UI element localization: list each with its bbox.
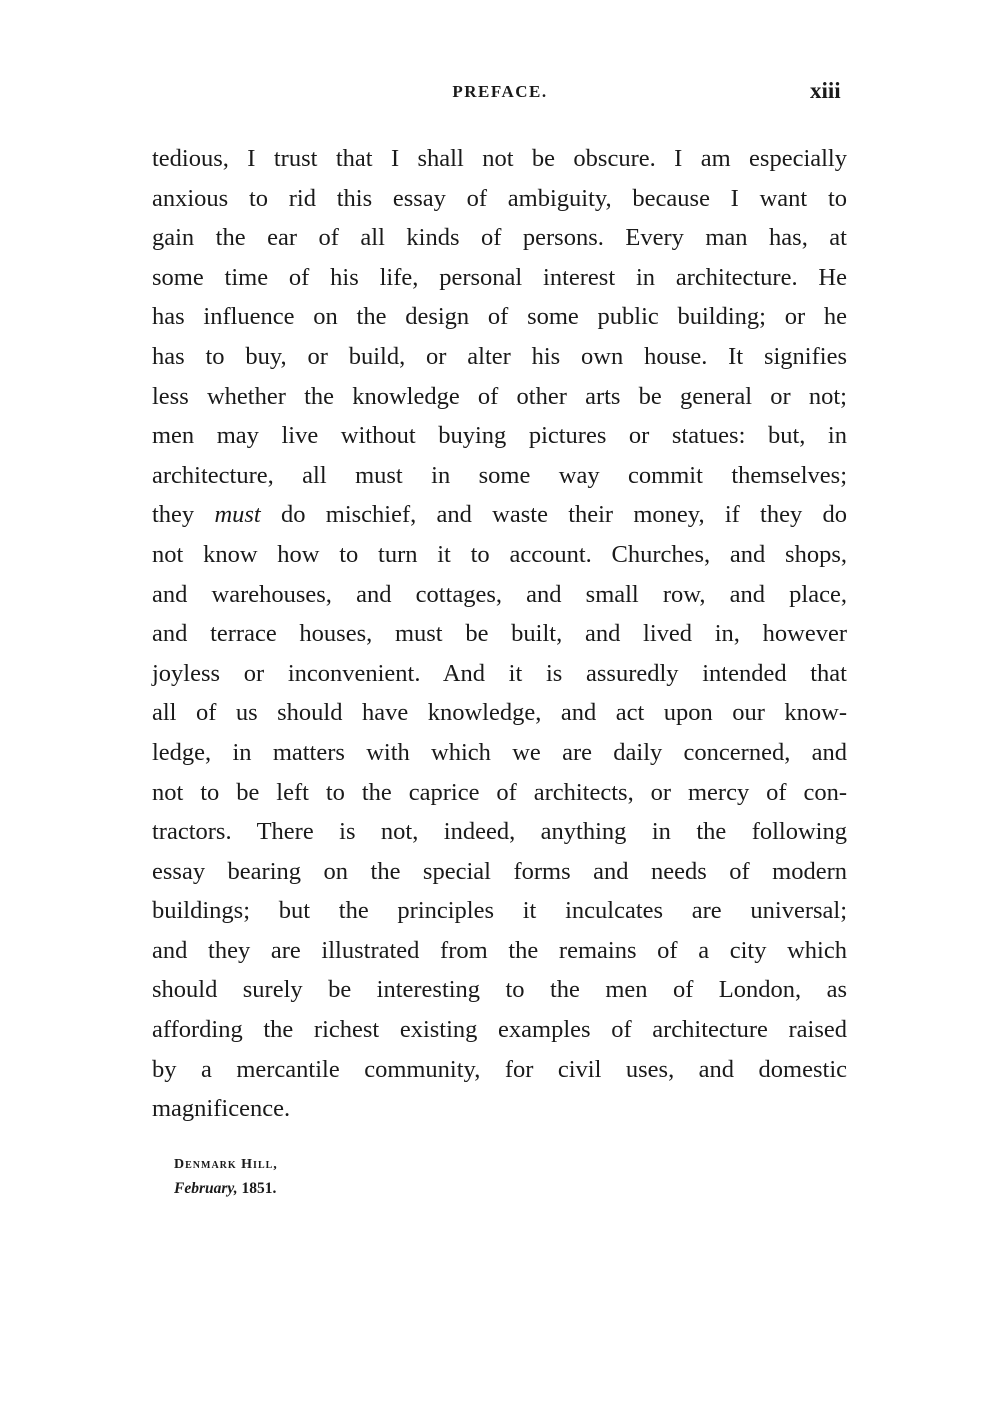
- text-line: has influence on the design of some public building; or he: [152, 303, 847, 331]
- text-line: tractors. There is not, indeed, anything in the following: [152, 818, 847, 846]
- text-line: some time of his life, personal interest in architecture. He: [152, 263, 847, 291]
- text-line: all of us should have knowledge, and act upon our know-: [152, 699, 847, 727]
- signoff-year: 1851.: [237, 1180, 277, 1197]
- text-line: anxious to rid this essay of ambiguity, because I want to: [152, 184, 847, 212]
- text-run: do mischief, and waste their money, if they do: [260, 501, 848, 529]
- signoff-place: Denmark Hill,: [174, 1157, 278, 1172]
- text-line: ledge, in matters with which we are daily concerned, and: [152, 738, 847, 766]
- signoff-date: [174, 1177, 278, 1201]
- text-line: affording the richest existing examples of architecture raised: [152, 1016, 847, 1044]
- text-line: less whether the knowledge of other arts be general or not;: [152, 382, 847, 410]
- preface-body: [152, 139, 847, 1129]
- page-number: xiii: [810, 78, 841, 103]
- text-line: joyless or inconvenient. And it is assuredly intended that: [152, 659, 847, 687]
- running-head: PREFACE.: [452, 82, 548, 101]
- text-line: men may live without buying pictures or statues: but, in: [152, 422, 847, 450]
- text-line: gain the ear of all kinds of persons. Every man has, at: [152, 224, 847, 252]
- text-line: not to be left to the caprice of architects, or mercy of con-: [152, 778, 847, 806]
- text-run: they: [152, 501, 215, 529]
- text-line: and they are illustrated from the remains of a city which: [152, 936, 847, 964]
- text-line: tedious, I trust that I shall not be obscure. I am especially: [152, 145, 847, 172]
- signoff-month: February,: [174, 1180, 238, 1197]
- text-line: should surely be interesting to the men of London, as: [152, 976, 847, 1004]
- signoff: [174, 1153, 278, 1201]
- text-line: buildings; but the principles it inculcates are universal;: [152, 897, 847, 925]
- text-line: architecture, all must in some way commit themselves;: [152, 461, 847, 489]
- text-line: and terrace houses, must be built, and lived in, however: [152, 620, 847, 648]
- text-line: magnificence.: [152, 1095, 291, 1123]
- text-line: not know how to turn it to account. Churches, and shops,: [152, 540, 847, 568]
- page-header: [0, 78, 1000, 112]
- text-line: has to buy, or build, or alter his own house. It signifies: [152, 342, 847, 370]
- text-line: and warehouses, and cottages, and small row, and place,: [152, 580, 847, 608]
- emphasis-must: must: [214, 501, 261, 529]
- text-line: [152, 495, 847, 535]
- text-line: by a mercantile community, for civil uses, and domestic: [152, 1055, 847, 1083]
- text-line: essay bearing on the special forms and needs of modern: [152, 857, 847, 885]
